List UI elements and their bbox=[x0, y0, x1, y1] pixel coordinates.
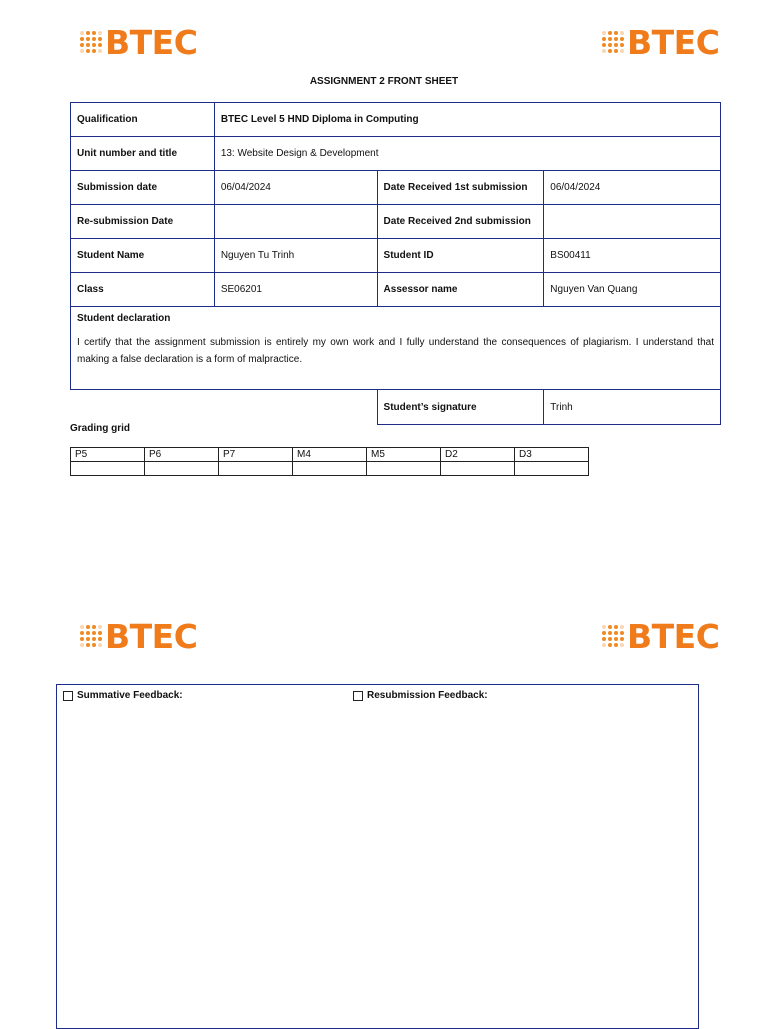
submission-date-label: Submission date bbox=[71, 171, 215, 205]
date-received-1-label: Date Received 1st submission bbox=[377, 171, 544, 205]
checkbox-icon[interactable] bbox=[353, 691, 363, 701]
resubmission-date-value bbox=[214, 205, 377, 239]
assessor-value: Nguyen Van Quang bbox=[544, 273, 721, 307]
grade-header: D2 bbox=[441, 448, 515, 462]
signature-spacer bbox=[71, 390, 378, 425]
date-received-1-value: 06/04/2024 bbox=[544, 171, 721, 205]
signature-label: Student’s signature bbox=[377, 390, 544, 425]
btec-logo-text: BTEC bbox=[627, 22, 720, 62]
table-row bbox=[71, 137, 721, 171]
feedback-box bbox=[56, 684, 699, 1029]
summative-feedback-option[interactable] bbox=[63, 690, 183, 701]
student-declaration bbox=[71, 307, 721, 390]
date-received-2-label: Date Received 2nd submission bbox=[377, 205, 544, 239]
student-id-label: Student ID bbox=[377, 239, 544, 273]
front-sheet-table bbox=[70, 102, 721, 425]
grade-header: D3 bbox=[515, 448, 589, 462]
qualification-value: BTEC Level 5 HND Diploma in Computing bbox=[214, 103, 720, 137]
btec-logo bbox=[602, 22, 719, 62]
btec-logo bbox=[602, 616, 719, 656]
btec-logo-text: BTEC bbox=[627, 616, 720, 656]
grading-grid bbox=[70, 447, 589, 476]
table-row bbox=[71, 239, 721, 273]
signature-value: Trinh bbox=[544, 390, 721, 425]
grade-cell[interactable] bbox=[293, 462, 367, 476]
grade-header: P6 bbox=[145, 448, 219, 462]
btec-logo-text: BTEC bbox=[105, 22, 198, 62]
document-title: ASSIGNMENT 2 FRONT SHEET bbox=[309, 76, 459, 87]
btec-dots-icon bbox=[80, 625, 102, 647]
unit-label: Unit number and title bbox=[71, 137, 215, 171]
grade-cell[interactable] bbox=[219, 462, 293, 476]
table-row bbox=[71, 390, 721, 425]
declaration-text: I certify that the assignment submission is entirely my own work and I fully understand the consequences of plagiarism. I understand that making a false declaration is a form of malpractice. bbox=[77, 337, 714, 365]
grade-header: P7 bbox=[219, 448, 293, 462]
grade-header: M4 bbox=[293, 448, 367, 462]
checkbox-icon[interactable] bbox=[63, 691, 73, 701]
class-value: SE06201 bbox=[214, 273, 377, 307]
resubmission-feedback-option[interactable] bbox=[353, 690, 488, 701]
declaration-title: Student declaration bbox=[77, 313, 171, 324]
table-row bbox=[71, 171, 721, 205]
grade-cell[interactable] bbox=[367, 462, 441, 476]
assessor-label: Assessor name bbox=[377, 273, 544, 307]
btec-dots-icon bbox=[602, 625, 624, 647]
btec-logo bbox=[80, 22, 197, 62]
table-row bbox=[71, 273, 721, 307]
table-row bbox=[71, 205, 721, 239]
grade-cell[interactable] bbox=[71, 462, 145, 476]
grade-cell[interactable] bbox=[515, 462, 589, 476]
btec-dots-icon bbox=[602, 31, 624, 53]
grading-grid-label: Grading grid bbox=[70, 423, 130, 434]
resubmission-date-label: Re-submission Date bbox=[71, 205, 215, 239]
btec-dots-icon bbox=[80, 31, 102, 53]
unit-value: 13: Website Design & Development bbox=[214, 137, 720, 171]
btec-logo-text: BTEC bbox=[105, 616, 198, 656]
student-name-label: Student Name bbox=[71, 239, 215, 273]
grade-cell[interactable] bbox=[145, 462, 219, 476]
student-id-value: BS00411 bbox=[544, 239, 721, 273]
table-row bbox=[71, 307, 721, 390]
table-row bbox=[71, 448, 589, 462]
date-received-2-value bbox=[544, 205, 721, 239]
btec-logo bbox=[80, 616, 197, 656]
qualification-label: Qualification bbox=[71, 103, 215, 137]
grade-header: P5 bbox=[71, 448, 145, 462]
table-row bbox=[71, 462, 589, 476]
submission-date-value: 06/04/2024 bbox=[214, 171, 377, 205]
table-row bbox=[71, 103, 721, 137]
grade-cell[interactable] bbox=[441, 462, 515, 476]
class-label: Class bbox=[71, 273, 215, 307]
student-name-value: Nguyen Tu Trinh bbox=[214, 239, 377, 273]
resubmission-feedback-label: Resubmission Feedback: bbox=[367, 690, 488, 701]
grade-header: M5 bbox=[367, 448, 441, 462]
summative-feedback-label: Summative Feedback: bbox=[77, 690, 183, 701]
